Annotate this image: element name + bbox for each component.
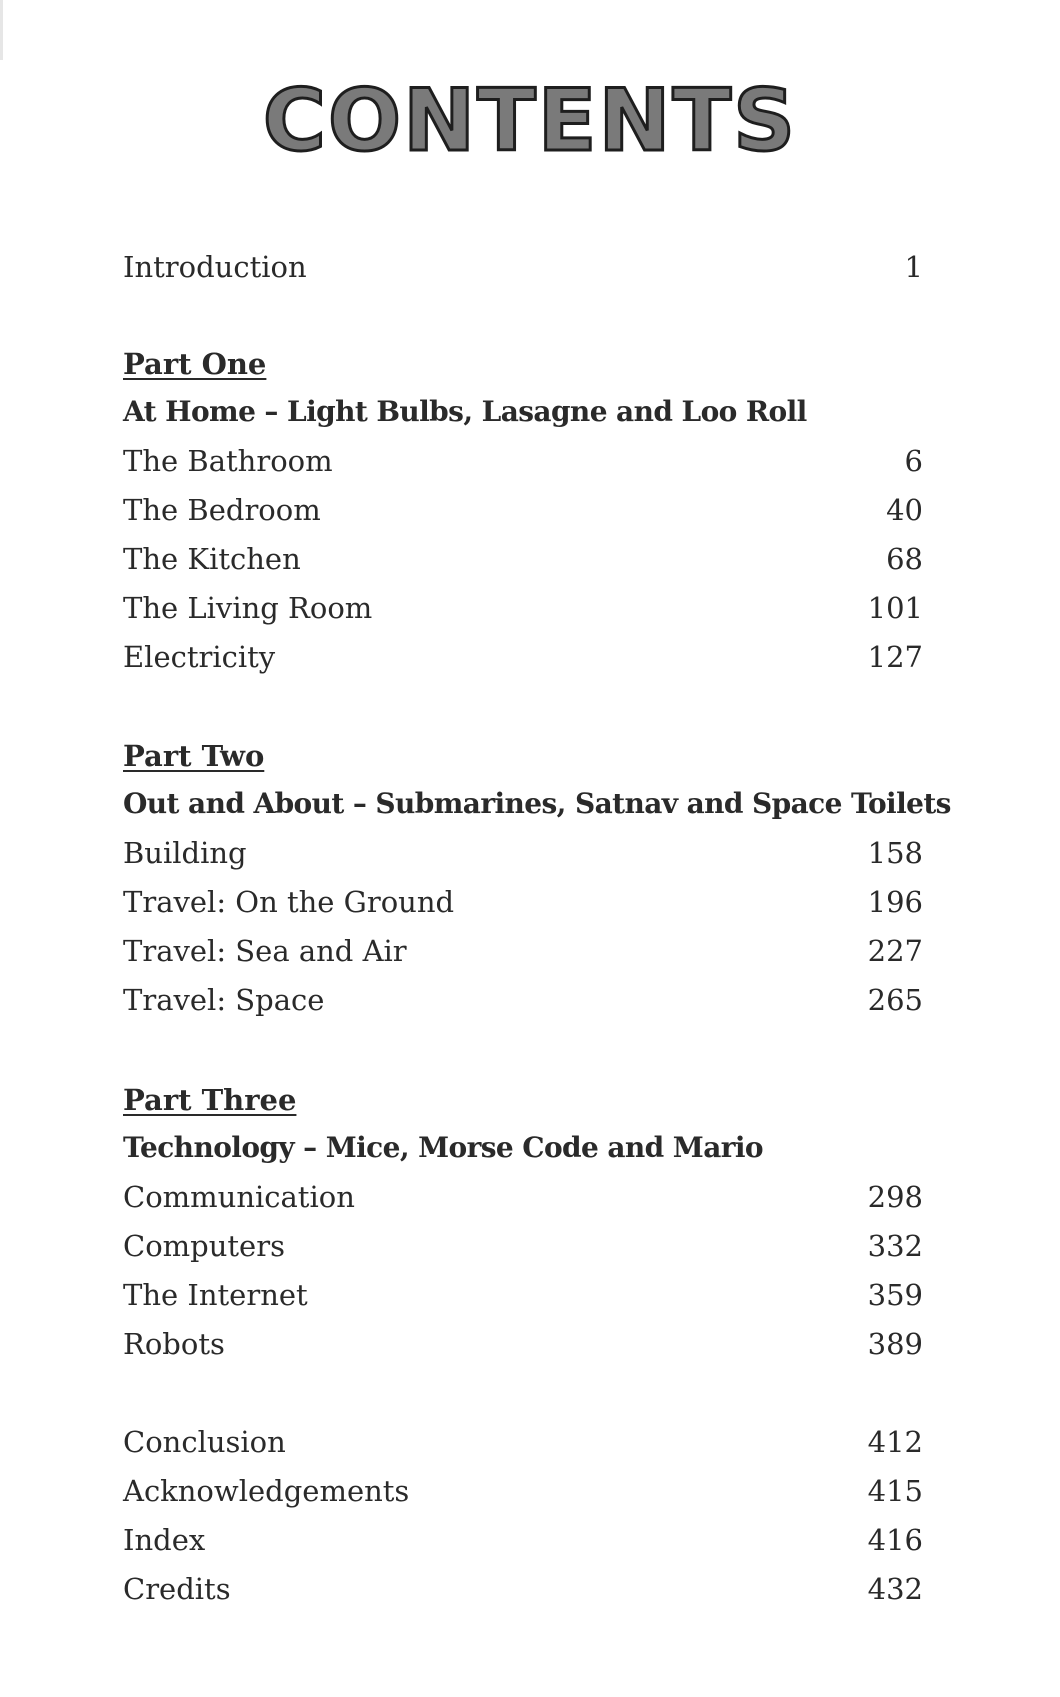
toc-entry-label: Travel: Space — [123, 983, 325, 1017]
toc-entry-label: The Internet — [123, 1278, 308, 1312]
toc-entry-label: Index — [123, 1523, 206, 1557]
part-two-heading: Part Two — [123, 739, 265, 773]
part-two-subtitle: Out and About – Submarines, Satnav and Space Toilets — [123, 787, 951, 820]
page-title: CONTENTS — [262, 71, 798, 171]
toc-entry[interactable] — [123, 1275, 923, 1315]
toc-entry-page: 412 — [867, 1425, 923, 1459]
toc-entry-page: 359 — [867, 1278, 923, 1312]
toc-entry-label: The Bedroom — [123, 493, 321, 527]
toc-entry-label: Robots — [123, 1327, 225, 1361]
toc-entry-label: Credits — [123, 1572, 231, 1606]
toc-entry[interactable] — [123, 931, 923, 971]
toc-entry[interactable] — [123, 441, 923, 481]
toc-entry[interactable] — [123, 1324, 923, 1364]
toc-entry-page: 389 — [867, 1327, 923, 1361]
toc-entry-acknowledgements[interactable] — [123, 1471, 923, 1511]
toc-entry-page: 265 — [867, 983, 923, 1017]
toc-entry-label: Communication — [123, 1180, 355, 1214]
toc-entry-introduction[interactable] — [123, 247, 923, 287]
toc-entry[interactable] — [123, 833, 923, 873]
toc-entry-page: 40 — [886, 493, 923, 527]
toc-entry-label: Travel: On the Ground — [123, 885, 455, 919]
toc-entry[interactable] — [123, 1226, 923, 1266]
toc-entry-label: Computers — [123, 1229, 285, 1263]
page-edge — [0, 0, 3, 60]
toc-entry-page: 416 — [867, 1523, 923, 1557]
toc-entry[interactable] — [123, 539, 923, 579]
toc-entry-label: Travel: Sea and Air — [123, 934, 407, 968]
toc-entry-index[interactable] — [123, 1520, 923, 1560]
toc-entry-page: 332 — [867, 1229, 923, 1263]
toc-entry-page: 68 — [886, 542, 923, 576]
toc-entry-label: The Bathroom — [123, 444, 333, 478]
toc-entry[interactable] — [123, 882, 923, 922]
toc-entry[interactable] — [123, 588, 923, 628]
toc-entry-page: 298 — [867, 1180, 923, 1214]
toc-entry-page: 101 — [867, 591, 923, 625]
toc-entry-label: The Kitchen — [123, 542, 301, 576]
toc-entry-page: 432 — [867, 1572, 923, 1606]
toc-entry-label: Introduction — [123, 250, 307, 284]
toc-entry-label: Conclusion — [123, 1425, 286, 1459]
part-three-heading: Part Three — [123, 1083, 297, 1117]
toc-entry-label: Electricity — [123, 640, 276, 674]
part-three-subtitle: Technology – Mice, Morse Code and Mario — [123, 1131, 764, 1164]
toc-entry-page: 1 — [904, 250, 923, 284]
toc-entry-page: 158 — [867, 836, 923, 870]
toc-entry[interactable] — [123, 1177, 923, 1217]
toc-entry-label: Building — [123, 836, 247, 870]
toc-entry-page: 196 — [867, 885, 923, 919]
toc-entry[interactable] — [123, 637, 923, 677]
part-one-subtitle: At Home – Light Bulbs, Lasagne and Loo Roll — [123, 395, 807, 428]
part-one-heading: Part One — [123, 347, 267, 381]
toc-entry-label: The Living Room — [123, 591, 373, 625]
toc-entry-page: 227 — [867, 934, 923, 968]
toc-entry-page: 415 — [867, 1474, 923, 1508]
toc-entry-page: 6 — [904, 444, 923, 478]
toc-entry-page: 127 — [867, 640, 923, 674]
toc-entry[interactable] — [123, 980, 923, 1020]
toc-entry-label: Acknowledgements — [123, 1474, 410, 1508]
toc-entry-conclusion[interactable] — [123, 1422, 923, 1462]
toc-entry[interactable] — [123, 490, 923, 530]
toc-entry-credits[interactable] — [123, 1569, 923, 1609]
